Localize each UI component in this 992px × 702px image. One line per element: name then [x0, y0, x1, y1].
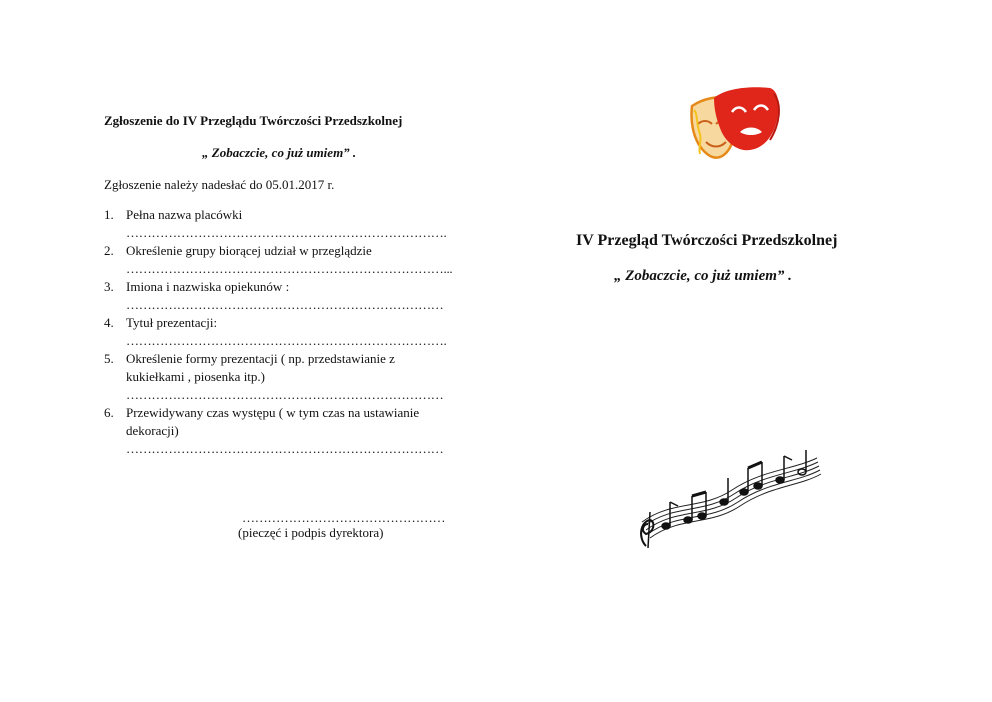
item-fill-line: …………………………………………………………………	[126, 387, 444, 402]
deadline-text: Zgłoszenie należy nadesłać do 05.01.2017 r.	[104, 177, 335, 192]
item-number: 2.	[104, 243, 114, 258]
item-fill-line: …………………………………………………………………	[126, 441, 444, 456]
brochure-motto: „ Zobaczcie, co już umiem” .	[614, 268, 792, 284]
signature-caption: (pieczęć i podpis dyrektora)	[238, 525, 384, 540]
form-item	[104, 404, 494, 458]
item-label: Określenie formy prezentacji ( np. przedstawianie z	[126, 351, 395, 366]
item-fill-line: …………………………………………………………………...	[126, 261, 453, 276]
item-number: 1.	[104, 207, 114, 222]
item-label: Przewidywany czas występu ( w tym czas na ustawianie	[126, 405, 420, 420]
item-number: 6.	[104, 405, 114, 420]
form-item	[104, 242, 494, 278]
form-item	[104, 206, 494, 242]
form-items-list	[104, 206, 494, 458]
form-item	[104, 350, 494, 404]
item-label: Pełna nazwa placówki	[126, 207, 243, 222]
item-number: 5.	[104, 351, 114, 366]
form-item	[104, 278, 494, 314]
item-label-continued: kukiełkami , piosenka itp.)	[126, 369, 266, 384]
item-fill-line: …………………………………………………………………	[126, 297, 444, 312]
item-number: 3.	[104, 279, 114, 294]
music-notes-icon	[632, 450, 822, 550]
item-label: Tytuł prezentacji:	[126, 315, 218, 330]
theatre-masks-icon	[684, 84, 784, 160]
item-fill-line: ………………………………………………………………….	[126, 225, 447, 240]
form-title: Zgłoszenie do IV Przeglądu Twórczości Przedszkolnej	[104, 113, 403, 128]
item-number: 4.	[104, 315, 114, 330]
form-item	[104, 314, 494, 350]
item-label-continued: dekoracji)	[126, 423, 179, 438]
signature-line: …………………………………………	[242, 510, 446, 525]
item-label: Imiona i nazwiska opiekunów :	[126, 279, 290, 294]
form-motto: „ Zobaczcie, co już umiem” .	[202, 145, 357, 160]
item-fill-line: ………………………………………………………………….	[126, 333, 447, 348]
brochure-title: IV Przegląd Twórczości Przedszkolnej	[576, 232, 838, 249]
item-label: Określenie grupy biorącej udział w przeglądzie	[126, 243, 372, 258]
